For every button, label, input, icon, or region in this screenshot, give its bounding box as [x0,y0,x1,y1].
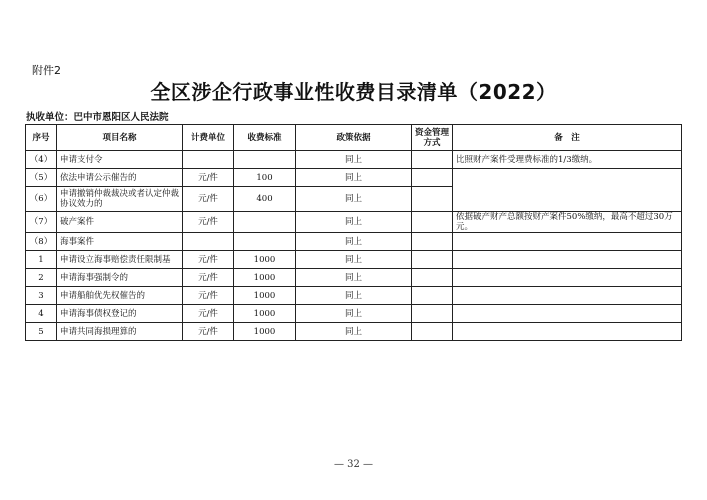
table-row [26,305,682,323]
cell-fund [412,233,453,251]
cell-no: 3 [26,287,57,305]
cell-fund [412,269,453,287]
table-row [26,287,682,305]
table-row [26,169,682,187]
cell-fund [412,169,453,187]
cell-standard: 400 [234,187,296,212]
enforcement-unit: 执收单位：巴中市恩阳区人民法院 [26,112,169,123]
table-row [26,212,682,233]
cell-no: 4 [26,305,57,323]
fee-list-table [25,124,682,341]
cell-standard [234,151,296,169]
cell-remark [453,287,682,305]
cell-fund [412,251,453,269]
cell-remark: 依据破产财产总额按财产案件50%缴纳，最高不超过30万元。 [453,212,682,233]
cell-standard: 100 [234,169,296,187]
cell-fund [412,287,453,305]
cell-fund [412,212,453,233]
cell-name: 申请海事强制令的 [57,269,183,287]
cell-no: （8） [26,233,57,251]
page-number: — 32 — [333,459,374,470]
cell-standard: 1000 [234,251,296,269]
cell-name: 申请共同海损理算的 [57,323,183,341]
cell-standard [234,233,296,251]
cell-name: 申请支付令 [57,151,183,169]
cell-name: 依法申请公示催告的 [57,169,183,187]
table-row [26,151,682,169]
cell-unit: 元/件 [183,287,234,305]
table-row [26,269,682,287]
table-row [26,323,682,341]
table-header-row [26,125,682,151]
attachment-label: 附件2 [32,64,61,77]
cell-policy: 同上 [296,287,412,305]
cell-name: 申请船舶优先权催告的 [57,287,183,305]
cell-standard [234,212,296,233]
cell-remark [453,169,682,212]
cell-remark [453,233,682,251]
header-fund: 资金管理方式 [412,125,453,151]
cell-unit: 元/件 [183,269,234,287]
cell-fund [412,151,453,169]
cell-unit: 元/件 [183,187,234,212]
cell-name: 申请撤销仲裁裁决或者认定仲裁协议效力的 [57,187,183,212]
cell-fund [412,187,453,212]
cell-name: 破产案件 [57,212,183,233]
cell-fund [412,305,453,323]
header-name: 项目名称 [57,125,183,151]
cell-remark [453,269,682,287]
cell-name: 申请设立海事赔偿责任限制基 [57,251,183,269]
cell-fund [412,323,453,341]
cell-remark [453,251,682,269]
cell-no: （4） [26,151,57,169]
cell-unit [183,233,234,251]
header-no: 序号 [26,125,57,151]
cell-standard: 1000 [234,305,296,323]
cell-remark: 比照财产案件受理费标准的1/3缴纳。 [453,151,682,169]
cell-policy: 同上 [296,169,412,187]
header-remark: 备 注 [453,125,682,151]
cell-standard: 1000 [234,287,296,305]
cell-remark [453,305,682,323]
cell-policy: 同上 [296,187,412,212]
cell-policy: 同上 [296,212,412,233]
cell-standard: 1000 [234,269,296,287]
cell-policy: 同上 [296,269,412,287]
cell-unit: 元/件 [183,305,234,323]
cell-unit: 元/件 [183,169,234,187]
header-unit: 计费单位 [183,125,234,151]
header-policy: 政策依据 [296,125,412,151]
cell-policy: 同上 [296,323,412,341]
cell-unit [183,151,234,169]
cell-no: （6） [26,187,57,212]
cell-name: 申请海事债权登记的 [57,305,183,323]
cell-unit: 元/件 [183,251,234,269]
table-row [26,233,682,251]
cell-no: （7） [26,212,57,233]
cell-policy: 同上 [296,305,412,323]
cell-policy: 同上 [296,151,412,169]
cell-unit: 元/件 [183,212,234,233]
cell-no: 1 [26,251,57,269]
document-title: 全区涉企行政事业性收费目录清单（2022） [150,80,557,104]
cell-unit: 元/件 [183,323,234,341]
cell-remark [453,323,682,341]
header-standard: 收费标准 [234,125,296,151]
cell-policy: 同上 [296,251,412,269]
cell-standard: 1000 [234,323,296,341]
cell-no: （5） [26,169,57,187]
cell-no: 2 [26,269,57,287]
cell-name: 海事案件 [57,233,183,251]
table-row [26,251,682,269]
cell-no: 5 [26,323,57,341]
cell-policy: 同上 [296,233,412,251]
